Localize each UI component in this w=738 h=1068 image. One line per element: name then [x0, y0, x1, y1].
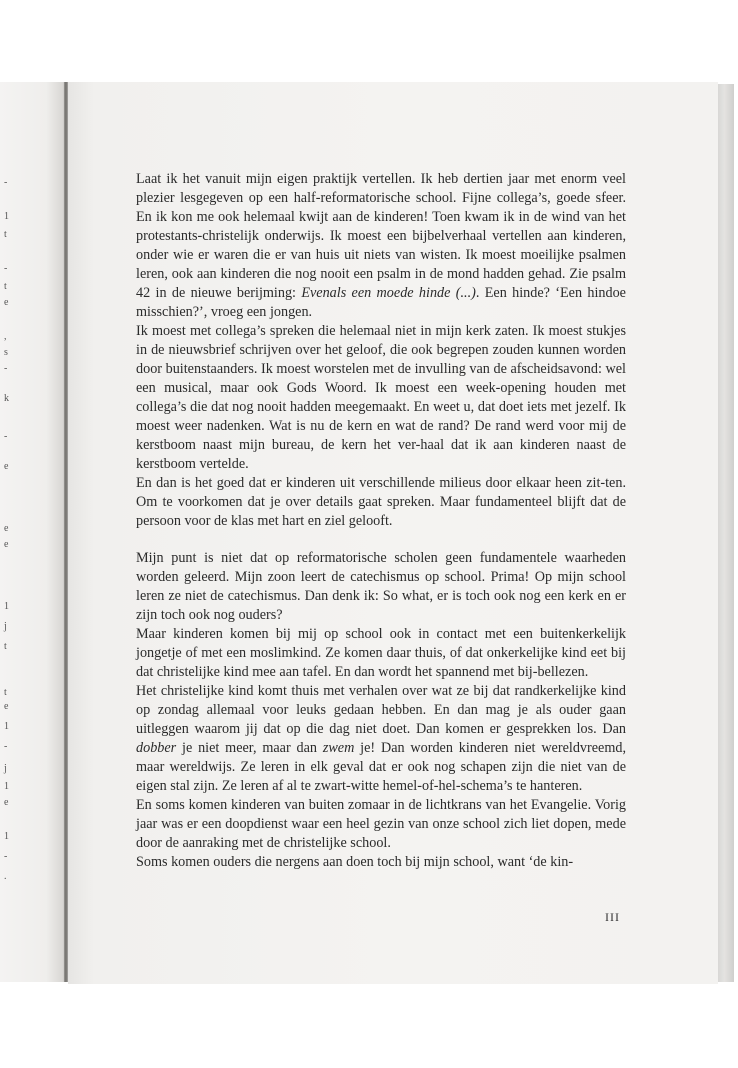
paragraph [136, 796, 626, 853]
margin-mark: - [4, 741, 8, 752]
margin-mark: 1 [4, 721, 9, 732]
paragraph [136, 170, 626, 322]
margin-mark: . [4, 871, 7, 882]
left-page-margin-text [0, 82, 14, 982]
text-segment: Het christelijke kind komt thuis met verhalen over wat ze bij dat randkerkelijke kind op zondag allemaal voor leuks gedaan hebben. En dan mag je als ouder gaan uitleggen waarom jij dat op die dag niet doet. Dan komen er gesprekken los. Dan [136, 683, 626, 737]
margin-mark: t [4, 229, 7, 240]
italic-text: zwem [322, 740, 355, 756]
text-segment: Maar kinderen komen bij mij op school ook in contact met een buitenkerkelijk jongetje of met een moslimkind. Ze komen daar thuis, of dat onkerkelijke kind eet bij dat christelijke kind mee aan tafel. En dan wordt het spannend met bij-bellezen. [136, 626, 626, 680]
paragraph [136, 682, 626, 796]
paragraph [136, 322, 626, 474]
left-page [0, 82, 66, 982]
margin-mark: 1 [4, 211, 9, 222]
margin-mark: t [4, 641, 7, 652]
margin-mark: - [4, 851, 8, 862]
body-text [136, 170, 626, 872]
margin-mark: e [4, 523, 9, 534]
paragraph [136, 625, 626, 682]
margin-mark: - [4, 431, 8, 442]
margin-mark: - [4, 177, 8, 188]
text-segment: . Een hinde? ‘Een hindoe misschien?’, vroeg een jongen. [136, 285, 626, 320]
paragraph [136, 853, 626, 872]
margin-mark: k [4, 393, 9, 404]
text-segment: je niet meer, maar dan [176, 740, 323, 756]
page-number: III [605, 910, 620, 924]
margin-mark: - [4, 363, 8, 374]
margin-mark: j [4, 763, 7, 774]
text-segment: Soms komen ouders die nergens aan doen toch bij mijn school, want ‘de kin- [136, 854, 574, 870]
margin-mark: s [4, 347, 8, 358]
text-segment: En dan is het goed dat er kinderen uit verschillende milieus door elkaar heen zit-ten. Om te voorkomen dat je over details gaat spreken. Maar fundamenteel blijft dat de persoon voor de klas met hart en ziel gelooft. [136, 475, 626, 529]
margin-mark: e [4, 797, 9, 808]
margin-mark: , [4, 331, 7, 342]
margin-mark: t [4, 687, 7, 698]
text-segment: je! Dan worden kinderen niet wereldvreemd, maar wereldwijs. Ze leren in elk geval dat er ook nog schapen zijn die niet van de eigen stal zijn. Ze leren af al te zwart-witte hemel-of-hel-schema’s te hanteren. [136, 740, 627, 794]
margin-mark: e [4, 539, 9, 550]
margin-mark: - [4, 263, 8, 274]
margin-mark: e [4, 461, 9, 472]
paragraph [136, 549, 626, 625]
margin-mark: t [4, 281, 7, 292]
margin-mark: e [4, 701, 9, 712]
paragraph [136, 474, 626, 531]
text-segment: Laat ik het vanuit mijn eigen praktijk vertellen. Ik heb dertien jaar met enorm veel plezier lesgegeven op een half-reformatorische school. Fijne collega’s, goede sfeer. En ik kon me ook helemaal kwijt aan de kinderen! Toen kwam ik in de wind van het protestants-christelijk onderwijs. Ik moest een bijbelverhaal vertellen aan kinderen, onder wie er waren die er van huis uit niets van wisten. Ik moest moeilijke psalmen leren, ook aan kinderen die nog nooit een psalm in de mond hadden gehad. Zie psalm 42 in de nieuwe berijming: [136, 171, 626, 301]
margin-mark: 1 [4, 601, 9, 612]
text-segment: Ik moest met collega’s spreken die helemaal niet in mijn kerk zaten. Ik moest stukjes in de nieuwsbrief schrijven over het geloof, die ook begrepen zouden kunnen worden door buitenstaanders. Ik moest worstelen met de invulling van de afscheidsavond: wel een musical, maar ook Gods Woord. Ik moest een week-opening houden met collega’s die dat nog nooit hadden meegemaakt. En weet u, dat doet iets met jezelf. Ik moest weer nadenken. Wat is nu de kern en wat de rand? De rand werd voor mij de kerstboom naast mijn bureau, de kern het ver-haal dat ik aan kinderen naast de kerstboom vertelde. [136, 323, 626, 472]
text-segment: En soms komen kinderen van buiten zomaar in de lichtkrans van het Evangelie. Vorig jaar was er een doopdienst waar een heel gezin van onze school zich liet dopen, mede door de aanraking met de christelijke school. [136, 797, 626, 851]
margin-mark: 1 [4, 781, 9, 792]
text-segment: Mijn punt is niet dat op reformatorische scholen geen fundamentele waarheden worden geleerd. Mijn zoon leert de catechismus op school. Prima! Op mijn school leren ze niet de catechismus. Dan denk ik: So what, er is toch ook nog een kerk en er zijn toch ook nog ouders? [136, 550, 626, 623]
margin-mark: e [4, 297, 9, 308]
margin-mark: 1 [4, 831, 9, 842]
margin-mark: j [4, 621, 7, 632]
page-edge [718, 84, 734, 982]
italic-text: Evenals een moede hinde (...) [301, 285, 476, 301]
italic-text: dobber [136, 740, 177, 756]
